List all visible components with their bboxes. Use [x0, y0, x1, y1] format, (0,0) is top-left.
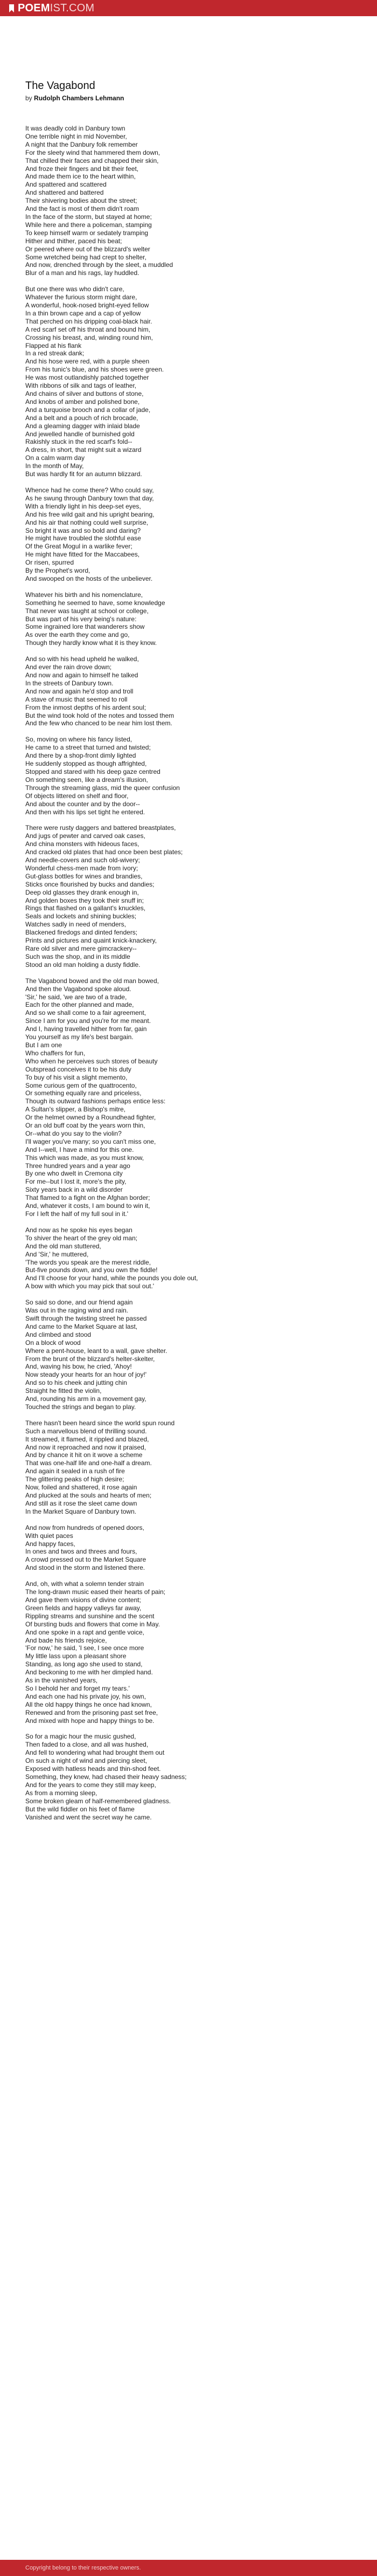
poem-line: Some ingrained lore that wanderers show	[25, 623, 145, 631]
poem-line: With ribbons of silk and tags of leather,	[25, 382, 137, 390]
poem-line: Who chaffers for fun,	[25, 1049, 86, 1057]
poem-line: From his tunic's blue, and his shoes were green.	[25, 366, 164, 374]
poem-line: In the face of the storm, but stayed at home;	[25, 212, 152, 221]
poem-line: And, waving his bow, he cried, 'Ahoy!	[25, 1363, 132, 1371]
poem-content	[0, 16, 359, 1821]
poem-line: Or something equally rare and priceless,	[25, 1089, 142, 1097]
poem-line: The Vagabond bowed and the old man bowed,	[25, 977, 159, 985]
poem-line: On such a night of wind and piercing sleet,	[25, 1757, 148, 1765]
site-header	[0, 0, 377, 16]
poem-line: And now from hundreds of opened doors,	[25, 1523, 144, 1531]
poem-line: Now, foiled and shattered, it rose again	[25, 1483, 137, 1492]
poem-line: But-five pounds down, and you own the fiddle!	[25, 1266, 158, 1274]
poem-line: Rare old silver and mere gimcrackery--	[25, 945, 137, 952]
poem-line: Some wretched being had crept to shelter,	[25, 253, 146, 261]
poem-line: He came to a street that turned and twisted;	[25, 744, 151, 752]
poem-line: But the wild fiddler on his feet of flame	[25, 1805, 135, 1813]
poem-line: Seals and lockets and shining buckles;	[25, 912, 137, 921]
poem-line: Of objects littered on shelf and floor,	[25, 792, 129, 800]
poem-line: With quiet paces	[25, 1531, 73, 1540]
poem-stanza	[25, 1226, 359, 1290]
poem-line: The glittering peaks of high desire;	[25, 1475, 124, 1483]
poem-stanza	[25, 1419, 359, 1516]
poem-line: A red scarf set off his throat and bound him,	[25, 325, 150, 333]
poem-line: That was one-half life and one-half a dream.	[25, 1459, 152, 1467]
poem-line: And knobs of amber and polished bone,	[25, 397, 140, 406]
poem-line: My little lass upon a pleasant shore	[25, 1652, 127, 1660]
poem-line: Though its outward fashions perhaps entice less:	[25, 1097, 166, 1105]
poem-line: And fell to wondering what had brought them out	[25, 1749, 165, 1757]
poem-line: And the fact is most of them didn't roam	[25, 205, 139, 213]
poem-title: The Vagabond	[25, 80, 95, 92]
poem-line: There were rusty daggers and battered breastplates,	[25, 824, 176, 832]
poem-line: And, oh, with what a solemn tender strain	[25, 1580, 144, 1588]
poem-line: All the old happy things he once had known,	[25, 1700, 152, 1708]
poem-line: Exposed with hatless heads and thin-shod feet.	[25, 1765, 161, 1773]
poem-line: Such was the shop, and in its middle	[25, 952, 130, 960]
poem-line: And the old man stuttered,	[25, 1242, 101, 1250]
byline-prefix: by	[25, 94, 32, 102]
poem-line: Wonderful chess-men made from ivory;	[25, 864, 138, 872]
poem-stanza	[25, 125, 359, 277]
poem-stanza	[25, 824, 359, 968]
poem-line: And his free wild gait and his upright bearing,	[25, 510, 155, 518]
poem-line: And again it sealed in a rush of fire	[25, 1467, 125, 1475]
poem-line: And now, drenched through by the sleet, a muddled	[25, 261, 173, 269]
poem-line: Green fields and happy valleys far away,	[25, 1604, 142, 1612]
poem-line: And jewelled handle of burnished gold	[25, 430, 135, 438]
poem-line: That flamed to a fight on the Afghan border;	[25, 1194, 150, 1202]
poem-line: Where a pent-house, leant to a wall, gave shelter.	[25, 1347, 167, 1355]
poem-line: Or the helmet owned by a Roundhead fighter,	[25, 1114, 156, 1122]
poem-stanza	[25, 591, 359, 647]
poem-line: On something seen, like a dream's illusion,	[25, 775, 148, 784]
poem-line: A dress, in short, that might suit a wizard	[25, 446, 142, 454]
poem-line: One terrible night in mid November,	[25, 132, 127, 140]
poem-line: Now steady your hearts for an hour of joy!'	[25, 1371, 147, 1379]
poem-line: As he swung through Danbury town that day,	[25, 494, 154, 502]
poem-line: Whatever his birth and his nomenclature,	[25, 590, 143, 599]
poem-line: Something he seemed to have, some knowledge	[25, 599, 165, 607]
poem-line: He might have fitted for the Maccabees,	[25, 551, 140, 559]
poem-body	[25, 125, 359, 1821]
poem-line: And the few who chanced to be near him lost them.	[25, 719, 172, 727]
poem-line: And for the years to come they still may keep,	[25, 1781, 156, 1789]
poem-line: And so with his head upheld he walked,	[25, 655, 139, 663]
poem-line: Crossing his breast, and, winding round him,	[25, 333, 153, 341]
poem-line: Though they hardly know what it is they know.	[25, 639, 157, 647]
poem-line: And bade his friends rejoice,	[25, 1636, 107, 1644]
poem-line: And golden boxes they took their snuff in;	[25, 896, 144, 904]
poem-line: As in the vanished years,	[25, 1677, 98, 1685]
poem-line: From the inmost depths of his ardent soul;	[25, 703, 146, 711]
poem-line: Of the Great Mogul in a warlike fever;	[25, 542, 132, 551]
poem-line: Prints and pictures and quaint knick-knackery,	[25, 937, 157, 945]
poem-line: And I, having travelled hither from far, gain	[25, 1025, 147, 1033]
poem-line: Straight he fitted the violin,	[25, 1387, 102, 1395]
poem-line: And, whatever it costs, I am bound to win it,	[25, 1202, 150, 1210]
copyright-notice: Copyright belong to their respective owners.	[25, 2565, 141, 2571]
poem-stanza	[25, 1733, 359, 1821]
poem-line: In a thin brown cape and a cap of yellow	[25, 309, 141, 317]
poem-line: From the brunt of the blizzard's helter-skelter,	[25, 1355, 155, 1363]
poem-stanza	[25, 1299, 359, 1411]
poem-line: So for a magic hour the music gushed,	[25, 1733, 136, 1741]
poem-line: And so we shall come to a fair agreement,	[25, 1009, 146, 1017]
poem-line: And there by a shop-front dimly lighted	[25, 752, 136, 760]
poem-line: And now and again he'd stop and troll	[25, 687, 134, 695]
poem-line: So bright it was and so bold and daring?	[25, 526, 141, 534]
poem-line: And so to his cheek and jutting chin	[25, 1379, 127, 1387]
poem-line: A night that the Danbury folk remember	[25, 140, 138, 148]
poem-line: Outspread conceives it to be his duty	[25, 1065, 131, 1073]
poem-line: Since I am for you and you're for me meant.	[25, 1017, 151, 1025]
poem-stanza	[25, 977, 359, 1218]
poem-line: But one there was who didn't care,	[25, 285, 124, 293]
poem-line: For the sleety wind that hammered them down,	[25, 148, 160, 156]
poem-line: Some broken gleam of half-remembered gladness.	[25, 1797, 171, 1805]
poem-line: Some curious gem of the quattrocento,	[25, 1081, 137, 1089]
poem-line: A wonderful, hook-nosed bright-eyed fellow	[25, 301, 149, 310]
poem-line: And still as it rose the sleet came down	[25, 1499, 137, 1507]
poem-line: And ever the rain drove down;	[25, 663, 112, 671]
poem-stanza	[25, 736, 359, 816]
poem-line: Blur of a man and his rags, lay huddled.	[25, 269, 139, 277]
poem-line: And by chance it hit on it wove a scheme	[25, 1451, 143, 1459]
poem-line: Gut-glass bottles for wines and brandies,	[25, 872, 143, 880]
poem-line: Rings that flashed on a gallant's knuckles,	[25, 904, 146, 912]
poem-line: Rakishly stuck in the red scarf's fold--	[25, 438, 132, 446]
poem-line: To keep himself warm or sedately tramping	[25, 229, 149, 237]
poem-line: Vanished and went the secret way he came.	[25, 1813, 152, 1821]
poem-line: A bow with which you may pick that soul out.'	[25, 1282, 155, 1290]
poem-line: Each for the other planned and made,	[25, 1001, 134, 1009]
poem-line: A stave of music that seemed to roll	[25, 695, 128, 703]
poem-line: Whatever the furious storm might dare,	[25, 293, 137, 301]
poem-line: And stood in the storm and listened there.	[25, 1564, 145, 1572]
poem-line: To buy of his visit a slight memento,	[25, 1073, 128, 1081]
poem-line: And 'Sir,' he muttered,	[25, 1250, 89, 1258]
poem-line: With a friendly light in his deep-set eyes,	[25, 502, 141, 510]
poem-line: And climbed and stood	[25, 1330, 92, 1338]
poem-line: And his hose were red, with a purple sheen	[25, 358, 150, 366]
poem-line: On a block of wood	[25, 1338, 81, 1347]
poem-line: And cracked old plates that had once been best plates;	[25, 848, 183, 856]
poem-line: And then the Vagabond spoke aloud.	[25, 985, 131, 993]
poem-line: Stood an old man holding a dusty fiddle.	[25, 960, 141, 968]
poem-line: In the month of May,	[25, 462, 84, 470]
poem-line: In a red streak dank;	[25, 349, 85, 358]
poem-line: But I am one	[25, 1041, 62, 1049]
poem-line: He might have troubled the slothful ease	[25, 534, 141, 542]
poem-line: He was most outlandishly patched together	[25, 374, 149, 382]
poem-line: Such a marvellous blend of thrilling sound.	[25, 1427, 147, 1435]
logo-text: POEMIST.COM	[18, 2, 95, 14]
poem-line: And came to the Market Square at last,	[25, 1322, 138, 1330]
poem-line: It was deadly cold in Danbury town	[25, 125, 125, 132]
poem-line: But was part of his very being's nature:	[25, 615, 137, 623]
poem-line: Of bursting buds and flowers that come in May.	[25, 1620, 160, 1628]
poem-line: Touched the strings and began to play.	[25, 1403, 136, 1411]
poem-line: This which was made, as you must know,	[25, 1153, 144, 1162]
poem-line: And now and again to himself he talked	[25, 671, 138, 679]
poem-line: And jugs of pewter and carved oak cases,	[25, 832, 145, 840]
poem-line: Whence had he come there? Who could say,	[25, 486, 154, 494]
poem-line: So I behold her and forget my tears.'	[25, 1684, 130, 1692]
poem-line: Swift through the twisting street he passed	[25, 1314, 147, 1322]
poem-line: That never was taught at school or college,	[25, 607, 149, 615]
poem-line: You yourself as my life's best bargain.	[25, 1033, 134, 1041]
poem-line: 'For now,' he said, 'I see, I see once more	[25, 1644, 144, 1652]
poem-line: For I left the half of my full soul in it.'	[25, 1210, 129, 1218]
poem-line: On a calm warm day	[25, 454, 85, 462]
poem-line: And a gleaming dagger with inlaid blade	[25, 422, 140, 430]
poem-line: In the Market Square of Danbury town.	[25, 1507, 137, 1515]
poem-stanza	[25, 655, 359, 727]
poem-line: And a turquoise brooch and a collar of jade,	[25, 406, 151, 414]
poem-line: And a belt and a pouch of rich brocade,	[25, 414, 138, 422]
poem-line: So said so done, and our friend again	[25, 1299, 133, 1307]
poem-line: Something, they knew, had chased their heavy sadness;	[25, 1773, 187, 1781]
poem-line: Their shivering bodies about the street;	[25, 197, 137, 205]
poem-stanza	[25, 1580, 359, 1725]
poem-line: That perched on his dripping coal-black hair.	[25, 317, 152, 325]
poem-line: The long-drawn music eased their hearts of pain;	[25, 1588, 166, 1596]
poem-line: And each one had his private joy, his own,	[25, 1692, 146, 1700]
poem-byline	[25, 94, 359, 102]
poem-line: And mixed with hope and happy things to be.	[25, 1716, 155, 1725]
poem-line: Or risen, spurred	[25, 559, 74, 567]
poem-line: Hither and thither, paced his beat;	[25, 237, 122, 245]
poem-line: And now it reproached and now it praised,	[25, 1443, 146, 1451]
poem-line: And now as he spoke his eyes began	[25, 1226, 132, 1234]
poem-line: And then with his lips set tight he entered.	[25, 808, 145, 816]
poem-line: But the wind took hold of the notes and tossed them	[25, 711, 174, 719]
poem-line: There hasn't been heard since the world spun round	[25, 1419, 175, 1427]
poem-line: As over the earth they come and go,	[25, 631, 130, 639]
poem-line: Blackened firedogs and dinted fenders;	[25, 929, 138, 937]
poem-line: And shattered and battered	[25, 189, 104, 197]
poem-line: But was hardly fit for an autumn blizzard.	[25, 470, 142, 478]
poem-line: He suddenly stopped as though affrighted,	[25, 760, 147, 768]
poem-line: In ones and twos and threes and fours,	[25, 1548, 137, 1556]
poem-line: Or peered where out of the blizzard's welter	[25, 245, 150, 253]
poem-line: And froze their fingers and bit their feet,	[25, 164, 139, 173]
poem-line: Watches sadly in need of menders,	[25, 921, 126, 929]
poem-line: Then faded to a close, and all was hushed,	[25, 1741, 149, 1749]
poem-line: And his air that nothing could well surprise,	[25, 518, 149, 526]
poem-line: So, moving on where his fancy listed,	[25, 736, 132, 744]
poem-line: And needle-covers and such old-wivery;	[25, 856, 140, 864]
poem-line: And plucked at the souls and hearts of men;	[25, 1492, 152, 1499]
poem-line: Three hundred years and a year ago	[25, 1162, 130, 1170]
poem-line: By the Prophet's word,	[25, 567, 90, 575]
poem-line: Flapped at his flank	[25, 341, 82, 349]
poem-line: And happy faces,	[25, 1540, 75, 1548]
poem-line: Was out in the raging wind and rain.	[25, 1307, 128, 1315]
poem-line: And gave them visions of divine content;	[25, 1596, 141, 1604]
poem-line: Or--what do you say to the violin?	[25, 1129, 122, 1137]
poem-line: And about the counter and by the door--	[25, 800, 140, 808]
poem-line: Or an old buff coat by the years worn thin,	[25, 1122, 145, 1130]
poem-line: To shiver the heart of the grey old man;	[25, 1234, 138, 1242]
poem-line: 'The words you speak are the merest riddle,	[25, 1258, 151, 1266]
poem-line: A Sultan's slipper, a Bishop's mitre,	[25, 1105, 126, 1114]
poem-line: Standing, as long ago she used to stand,	[25, 1660, 143, 1668]
poem-line: And, rounding his arm in a movement gay,	[25, 1395, 146, 1403]
poem-line: By one who dwelt in Cremona city	[25, 1170, 123, 1178]
poem-line: In the streets of Danbury town.	[25, 679, 114, 687]
poem-line: 'Sir,' he said, 'we are two of a trade,	[25, 993, 127, 1001]
poem-line: And beckoning to me with her dimpled hand.	[25, 1668, 153, 1677]
poem-line: A crowd pressed out to the Market Square	[25, 1556, 146, 1564]
poem-line: And one spoke in a rapt and gentle voice,	[25, 1628, 144, 1636]
poem-line: Through the streaming glass, mid the queer confusion	[25, 784, 180, 792]
poem-stanza	[25, 1524, 359, 1572]
poem-line: And swooped on the hosts of the unbeliever.	[25, 574, 153, 582]
poem-stanza	[25, 486, 359, 583]
poem-line: And made them ice to the heart within,	[25, 173, 136, 181]
poem-line: That chilled their faces and chapped their skin,	[25, 156, 159, 164]
poem-line: And I--well, I have a mind for this one.	[25, 1145, 134, 1153]
poem-line: And chains of silver and buttons of stone,	[25, 390, 144, 397]
site-footer	[0, 2560, 377, 2576]
poem-line: Deep old glasses they drank enough in,	[25, 888, 139, 896]
poem-line: It streamed, it flamed, it rippled and blazed,	[25, 1435, 149, 1443]
poem-line: While here and there a policeman, stamping	[25, 221, 152, 229]
poem-line: And china monsters with hideous faces,	[25, 840, 139, 848]
author-link[interactable]: Rudolph Chambers Lehmann	[34, 94, 124, 102]
site-logo[interactable]	[9, 2, 94, 15]
poem-line: And I'll choose for your hand, while the pounds you dole out,	[25, 1274, 198, 1282]
poem-line: Sticks once flourished by bucks and dandies;	[25, 880, 155, 888]
poem-line: Sixty years back in a wild disorder	[25, 1186, 123, 1194]
poem-line: Rippling streams and sunshine and the scent	[25, 1612, 155, 1620]
quill-icon	[9, 4, 15, 13]
poem-line: Renewed and from the prisoning past set free,	[25, 1708, 158, 1716]
poem-line: I'll wager you've many; so you can't miss one,	[25, 1137, 156, 1145]
poem-line: And spattered and scattered	[25, 181, 107, 189]
poem-stanza	[25, 285, 359, 478]
poem-line: Who when he perceives such stores of beauty	[25, 1057, 158, 1065]
poem-line: Stopped and stared with his deep gaze centred	[25, 767, 160, 775]
poem-line: As from a morning sleep,	[25, 1789, 97, 1797]
poem-line: For me--but I lost it, more's the pity,	[25, 1178, 127, 1186]
